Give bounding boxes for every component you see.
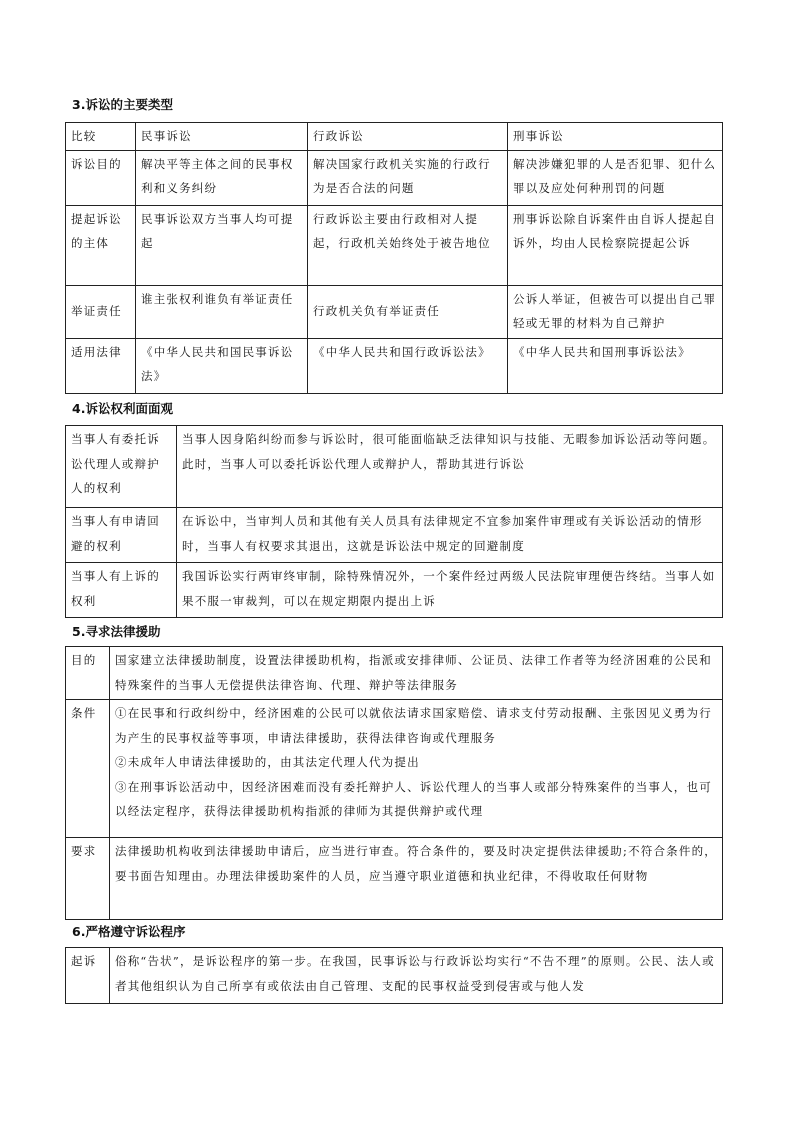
table-row	[66, 426, 723, 508]
condition-item: ②未成年人申请法律援助的，由其法定代理人代为提出	[115, 755, 420, 769]
table-row	[66, 948, 723, 1004]
litigation-rights-table	[65, 425, 723, 618]
table-row	[66, 647, 723, 700]
table-row	[66, 700, 723, 838]
row-label: 当事人有委托诉讼代理人或辩护人的权利	[66, 426, 177, 508]
table-cell: 解决国家行政机关实施的行政行为是否合法的问题	[308, 150, 508, 205]
table-cell: 俗称“告状”，是诉讼程序的第一步。在我国，民事诉讼与行政诉讼均实行“不告不理”的原则。公民、法人或者其他组织认为自己所享有或依法由自己管理、支配的民事权益受到侵害或与他人发	[110, 948, 723, 1004]
litigation-types-table	[65, 122, 723, 394]
table-cell: 我国诉讼实行两审终审制，除特殊情况外，一个案件经过两级人民法院审理便告终结。当事人如果不服一审裁判，可以在规定期限内提出上诉	[177, 563, 723, 618]
row-label: 起诉	[66, 948, 110, 1004]
header-cell: 比较	[66, 123, 136, 151]
table-cell: 解决平等主体之间的民事权利和义务纠纷	[136, 150, 308, 205]
row-label: 诉讼目的	[66, 150, 136, 205]
header-cell: 行政诉讼	[308, 123, 508, 151]
table-cell: 公诉人举证，但被告可以提出自己罪轻或无罪的材料为自己辩护	[508, 285, 723, 338]
row-label: 举证责任	[66, 285, 136, 338]
condition-item: ③在刑事诉讼活动中，因经济困难而没有委托辩护人、诉讼代理人的当事人或部分特殊案件的当事人，也可以经法定程序，获得法律援助机构指派的律师为其提供辩护或代理	[115, 779, 712, 818]
row-label: 适用法律	[66, 338, 136, 393]
condition-item: ①在民事和行政纠纷中，经济困难的公民可以就依法请求国家赔偿、请求支付劳动报酬、主张因见义勇为行为产生的民事权益等事项，申请法律援助，获得法律咨询或代理服务	[115, 706, 712, 745]
table-cell: 《中华人民共和国民事诉讼法》	[136, 338, 308, 393]
table-cell: 民事诉讼双方当事人均可提起	[136, 205, 308, 285]
table-row	[66, 563, 723, 618]
table-cell	[110, 700, 723, 838]
row-label: 提起诉讼的主体	[66, 205, 136, 285]
table-cell: 行政机关负有举证责任	[308, 285, 508, 338]
table-header-row	[66, 123, 723, 151]
table-row	[66, 508, 723, 563]
table-row	[66, 205, 723, 285]
header-cell: 刑事诉讼	[508, 123, 723, 151]
section-6-title: 6.严格遵守诉讼程序	[72, 924, 186, 939]
table-cell: 《中华人民共和国刑事诉讼法》	[508, 338, 723, 393]
row-label: 当事人有上诉的权利	[66, 563, 177, 618]
table-cell: 《中华人民共和国行政诉讼法》	[308, 338, 508, 393]
litigation-procedure-table	[65, 947, 723, 1004]
row-label: 目的	[66, 647, 110, 700]
section-4-title: 4.诉讼权利面面观	[72, 401, 173, 416]
table-cell: 谁主张权利谁负有举证责任	[136, 285, 308, 338]
table-row	[66, 150, 723, 205]
table-row	[66, 838, 723, 920]
row-label: 条件	[66, 700, 110, 838]
table-cell: 解决涉嫌犯罪的人是否犯罪、犯什么罪以及应处何种刑罚的问题	[508, 150, 723, 205]
table-row	[66, 285, 723, 338]
legal-aid-table	[65, 646, 723, 920]
table-cell: 国家建立法律援助制度，设置法律援助机构，指派或安排律师、公证员、法律工作者等为经济困难的公民和特殊案件的当事人无偿提供法律咨询、代理、辩护等法律服务	[110, 647, 723, 700]
table-cell: 刑事诉讼除自诉案件由自诉人提起自诉外，均由人民检察院提起公诉	[508, 205, 723, 285]
table-row	[66, 338, 723, 393]
table-cell: 行政诉讼主要由行政相对人提起，行政机关始终处于被告地位	[308, 205, 508, 285]
row-label: 当事人有申请回避的权利	[66, 508, 177, 563]
table-cell: 当事人因身陷纠纷而参与诉讼时，很可能面临缺乏法律知识与技能、无暇参加诉讼活动等问题。此时，当事人可以委托诉讼代理人或辩护人，帮助其进行诉讼	[177, 426, 723, 508]
header-cell: 民事诉讼	[136, 123, 308, 151]
section-3-title: 3.诉讼的主要类型	[72, 97, 173, 112]
table-cell: 在诉讼中，当审判人员和其他有关人员具有法律规定不宜参加案件审理或有关诉讼活动的情形时，当事人有权要求其退出，这就是诉讼法中规定的回避制度	[177, 508, 723, 563]
table-cell: 法律援助机构收到法律援助申请后，应当进行审查。符合条件的，要及时决定提供法律援助;不符合条件的，要书面告知理由。办理法律援助案件的人员，应当遵守职业道德和执业纪律，不得收取任何财物	[110, 838, 723, 920]
section-5-title: 5.寻求法律援助	[72, 624, 161, 639]
row-label: 要求	[66, 838, 110, 920]
